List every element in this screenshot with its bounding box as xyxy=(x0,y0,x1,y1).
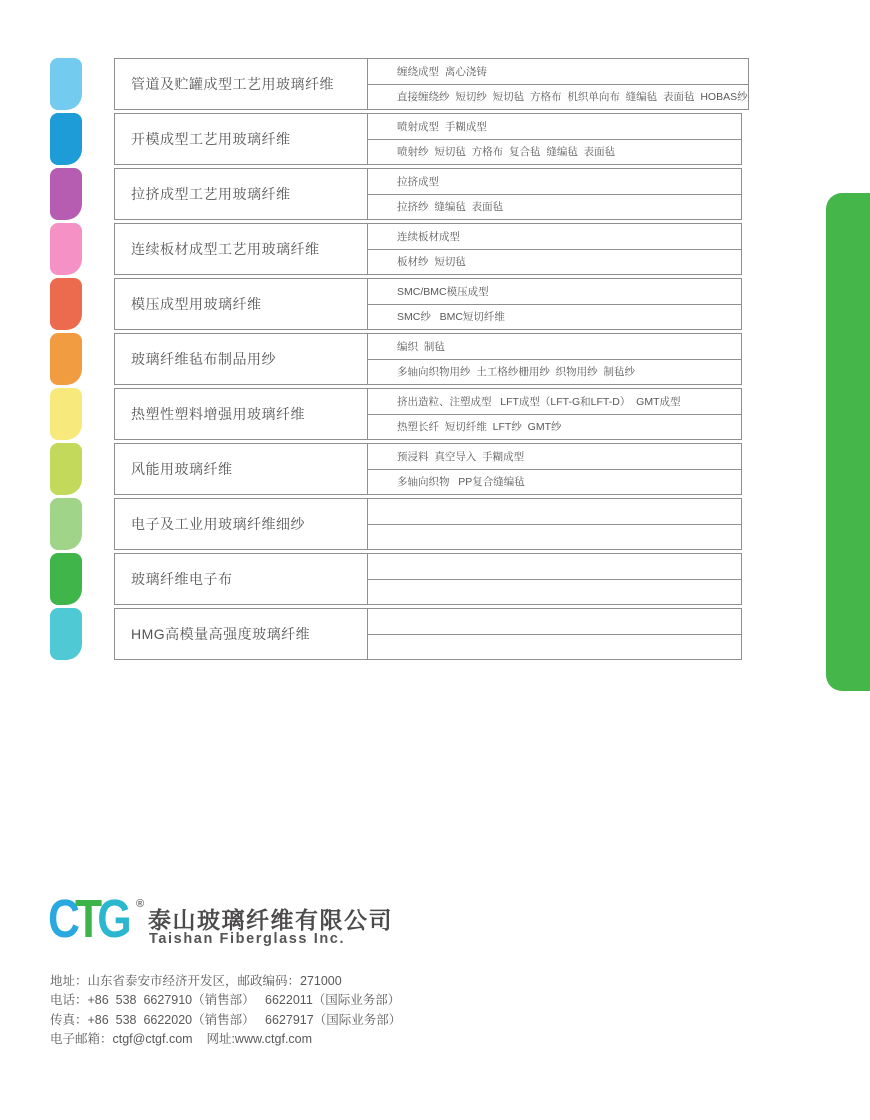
table-row xyxy=(50,113,742,165)
detail-cell xyxy=(368,169,741,219)
logo-letter-t: T xyxy=(75,889,98,949)
contact-info xyxy=(50,972,401,1050)
detail-cell xyxy=(368,499,741,549)
category-cell xyxy=(115,279,368,329)
process-list xyxy=(368,609,741,635)
category-label: 模压成型用玻璃纤维 xyxy=(131,296,262,312)
category-color-tab xyxy=(50,608,82,660)
category-color-tab xyxy=(50,223,82,275)
detail-cell xyxy=(368,224,741,274)
category-color-tab xyxy=(50,113,82,165)
category-label: 连续板材成型工艺用玻璃纤维 xyxy=(131,241,320,257)
product-list: SMC纱 BMC短切纤维 xyxy=(397,311,505,324)
category-label: 拉挤成型工艺用玻璃纤维 xyxy=(131,186,291,202)
process-list: 拉挤成型 xyxy=(368,169,741,195)
process-list: 喷射成型 手糊成型 xyxy=(368,114,741,140)
product-list: 板材纱 短切毡 xyxy=(397,256,466,269)
detail-cell xyxy=(368,114,741,164)
table-row xyxy=(50,388,742,440)
category-color-tab xyxy=(50,278,82,330)
table-row xyxy=(50,333,742,385)
category-cell xyxy=(115,609,368,659)
detail-cell xyxy=(368,444,741,494)
contact-address: 地址：山东省泰安市经济开发区，邮政编码：271000 xyxy=(50,974,342,988)
category-color-tab xyxy=(50,168,82,220)
product-list: 多轴向织物 PP复合缝编毡 xyxy=(397,476,525,489)
category-cell xyxy=(115,444,368,494)
table-row xyxy=(50,278,742,330)
row-box xyxy=(114,498,742,550)
detail-cell xyxy=(368,59,748,109)
category-cell xyxy=(115,389,368,439)
row-box xyxy=(114,553,742,605)
product-list xyxy=(368,580,741,605)
category-color-tab xyxy=(50,388,82,440)
table-row xyxy=(50,553,742,605)
product-list xyxy=(368,525,741,550)
detail-cell xyxy=(368,389,741,439)
category-cell xyxy=(115,114,368,164)
category-color-tab xyxy=(50,333,82,385)
green-side-panel xyxy=(826,193,870,691)
process-list: 挤出造粒、注塑成型 LFT成型（LFT-G和LFT-D） GMT成型 xyxy=(368,389,741,415)
process-list: 连续板材成型 xyxy=(368,224,741,250)
table-row xyxy=(50,58,748,110)
row-box xyxy=(114,113,742,165)
category-color-tab xyxy=(50,553,82,605)
row-box xyxy=(114,333,742,385)
contact-email-web: 电子邮箱：ctgf@ctgf.com 网址:www.ctgf.com xyxy=(50,1032,313,1047)
process-list: SMC/BMC模压成型 xyxy=(368,279,741,305)
product-list: 直接缠绕纱 短切纱 短切毡 方格布 机织单向布 缝编毡 表面毡 HOBAS纱 xyxy=(397,91,748,104)
detail-cell xyxy=(368,554,741,604)
category-label: 热塑性塑料增强用玻璃纤维 xyxy=(131,406,305,422)
category-label: 开模成型工艺用玻璃纤维 xyxy=(131,131,291,147)
product-list: 多轴向织物用纱 土工格纱栅用纱 织物用纱 制毡纱 xyxy=(397,366,636,379)
category-label: 玻璃纤维毡布制品用纱 xyxy=(131,351,276,367)
contact-fax: 传真：+86 538 6622020（销售部） 6627917（国际业务部） xyxy=(50,1012,402,1027)
category-color-tab xyxy=(50,58,82,110)
product-list: 热塑长纤 短切纤维 LFT纱 GMT纱 xyxy=(397,421,562,434)
row-box xyxy=(114,278,742,330)
process-list: 缠绕成型 离心浇铸 xyxy=(368,59,748,85)
table-row xyxy=(50,608,742,660)
contact-phone: 电话：+86 538 6627910（销售部） 6622011（国际业务部） xyxy=(50,993,401,1008)
logo-letter-c: C xyxy=(48,889,76,949)
row-box xyxy=(114,388,742,440)
ctg-logo-letters xyxy=(48,889,127,949)
category-color-tab xyxy=(50,443,82,495)
category-label: 电子及工业用玻璃纤维细纱 xyxy=(131,516,305,532)
row-box xyxy=(114,58,749,110)
row-box xyxy=(114,223,742,275)
process-list: 预浸料 真空导入 手糊成型 xyxy=(368,444,741,470)
row-box xyxy=(114,168,742,220)
detail-cell xyxy=(368,279,741,329)
process-list xyxy=(368,499,741,525)
table-row xyxy=(50,168,742,220)
category-cell xyxy=(115,169,368,219)
company-name-en: Taishan Fiberglass Inc. xyxy=(149,931,346,947)
category-cell xyxy=(115,334,368,384)
detail-cell xyxy=(368,334,741,384)
process-list xyxy=(368,554,741,580)
logo-letter-g: G xyxy=(97,889,127,949)
detail-cell xyxy=(368,609,741,659)
product-list: 喷射纱 短切毡 方格布 复合毡 缝编毡 表面毡 xyxy=(397,146,616,159)
table-row xyxy=(50,498,742,550)
category-cell xyxy=(115,554,368,604)
registered-trademark-icon: ® xyxy=(136,898,145,910)
product-list xyxy=(368,635,741,660)
row-box xyxy=(114,608,742,660)
category-color-tab xyxy=(50,498,82,550)
category-cell xyxy=(115,499,368,549)
category-label: 风能用玻璃纤维 xyxy=(131,461,233,477)
company-name-cn: 泰山玻璃纤维有限公司 xyxy=(148,907,393,933)
table-row xyxy=(50,223,742,275)
category-cell xyxy=(115,224,368,274)
table-row xyxy=(50,443,742,495)
category-label: 管道及贮罐成型工艺用玻璃纤维 xyxy=(131,76,334,92)
row-box xyxy=(114,443,742,495)
category-label: 玻璃纤维电子布 xyxy=(131,571,233,587)
category-cell xyxy=(115,59,368,109)
product-list: 拉挤纱 缝编毡 表面毡 xyxy=(397,201,504,214)
process-list: 编织 制毡 xyxy=(368,334,741,360)
category-label: HMG高模量高强度玻璃纤维 xyxy=(131,626,311,642)
